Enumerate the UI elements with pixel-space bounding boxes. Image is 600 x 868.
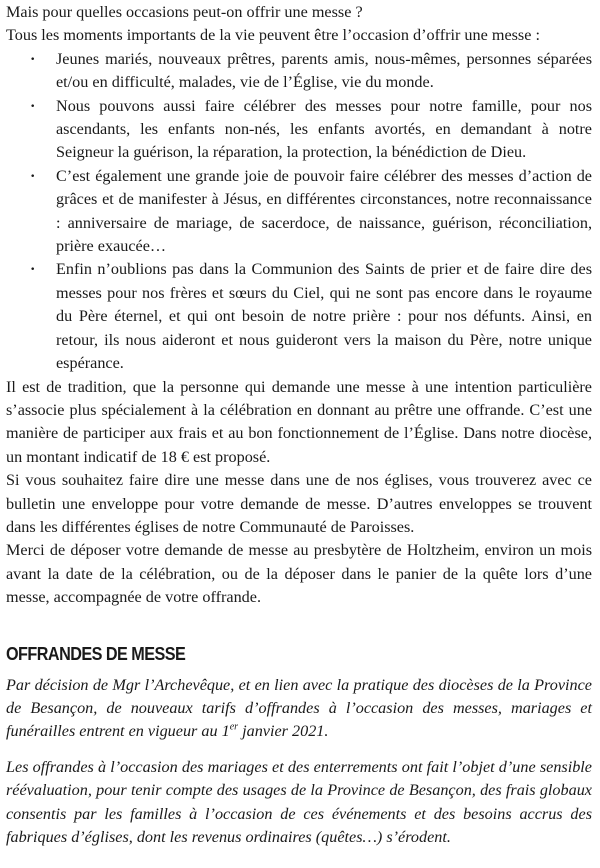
list-item-text: Enfin n’oublions pas dans la Communion des Saints de prier et de faire dire des messes pour nos frères et sœurs du Ciel, qui ne sont pas encore dans le royaume du Père éternel, et qui ont besoin de notre prière : pour nos défunts. Ainsi, en retour, ils nous aideront et nous guideront vers la maison du Père, notre unique espérance.: [56, 260, 592, 373]
bullet-icon: ·: [30, 260, 36, 279]
document-page: [0, 1, 600, 849]
list-item-text: Jeunes mariés, nouveaux prêtres, parents amis, nous-mêmes, personnes séparées et/ou en difficulté, malades, vie de l’Église, vie du monde.: [56, 49, 592, 92]
list-item: [30, 95, 592, 165]
list-item-text: Nous pouvons aussi faire célébrer des messes pour notre famille, pour nos ascendants, les enfants non-nés, les enfants avortés, en demandant à notre Seigneur la guérison, la réparation, la protection, la bénédiction de Dieu.: [56, 96, 592, 162]
decision-paragraph: [6, 674, 592, 744]
ordinal-suffix: er: [229, 721, 239, 733]
bullet-icon: ·: [30, 166, 36, 185]
bullet-icon: ·: [30, 49, 36, 68]
decision-text: Par décision de Mgr l’Archevêque, et en lien avec la pratique des diocèses de la Province de Besançon, de nouveaux tarifs d’offrandes à l’occasion des messes, mariages et funérailles entrent en vigueur au 1: [6, 675, 592, 741]
list-item: [30, 48, 592, 95]
occasions-list: [6, 48, 592, 376]
intro-question: Mais pour quelles occasions peut-on offrir une messe ?: [6, 3, 363, 21]
reevaluation-paragraph: Les offrandes à l’occasion des mariages et des enterrements ont fait l’objet d’une sensible réévaluation, pour tenir compte des usages de la Province de Besançon, des frais globaux consentis par les familles à l’occasion de ces événements et des besoins accrus des fabriques d’églises, dont les revenus ordinaires (quêtes…) s’érodent.: [6, 757, 592, 846]
section-title: OFFRANDES DE MESSE: [6, 643, 186, 664]
decision-date: janvier 2021.: [238, 722, 329, 741]
list-item: [30, 258, 592, 375]
tradition-paragraph: Il est de tradition, que la personne qui demande une messe à une intention particulière s’associe plus spécialement à la célébration en donnant au prêtre une offrande. C’est une manière de participer aux frais et au bon fonctionnement de l’Église. Dans notre diocèse, un montant indicatif de 18 € est proposé.: [6, 377, 592, 466]
bullet-icon: ·: [30, 96, 36, 115]
list-item-text: C’est également une grande joie de pouvoir faire célébrer des messes d’action de grâces et de manifester à Jésus, en différentes circonstances, notre reconnaissance : anniversaire de mariage, de sacerdoce, de naissance, guérison, réconciliation, prière exaucée…: [56, 166, 592, 256]
deposit-paragraph: Merci de déposer votre demande de messe au presbytère de Holtzheim, environ un mois avant la date de la célébration, ou de la déposer dans le panier de la quête lors d’une messe, accompagnée de votre offrande.: [6, 541, 592, 607]
list-item: [30, 165, 592, 259]
intro-lead: Tous les moments importants de la vie peuvent être l’occasion d’offrir une messe :: [6, 26, 540, 45]
envelope-paragraph: Si vous souhaitez faire dire une messe dans une de nos églises, vous trouverez avec ce bulletin une enveloppe pour votre demande de messe. D’autres enveloppes se trouvent dans les différentes églises de notre Communauté de Paroisses.: [6, 471, 592, 536]
